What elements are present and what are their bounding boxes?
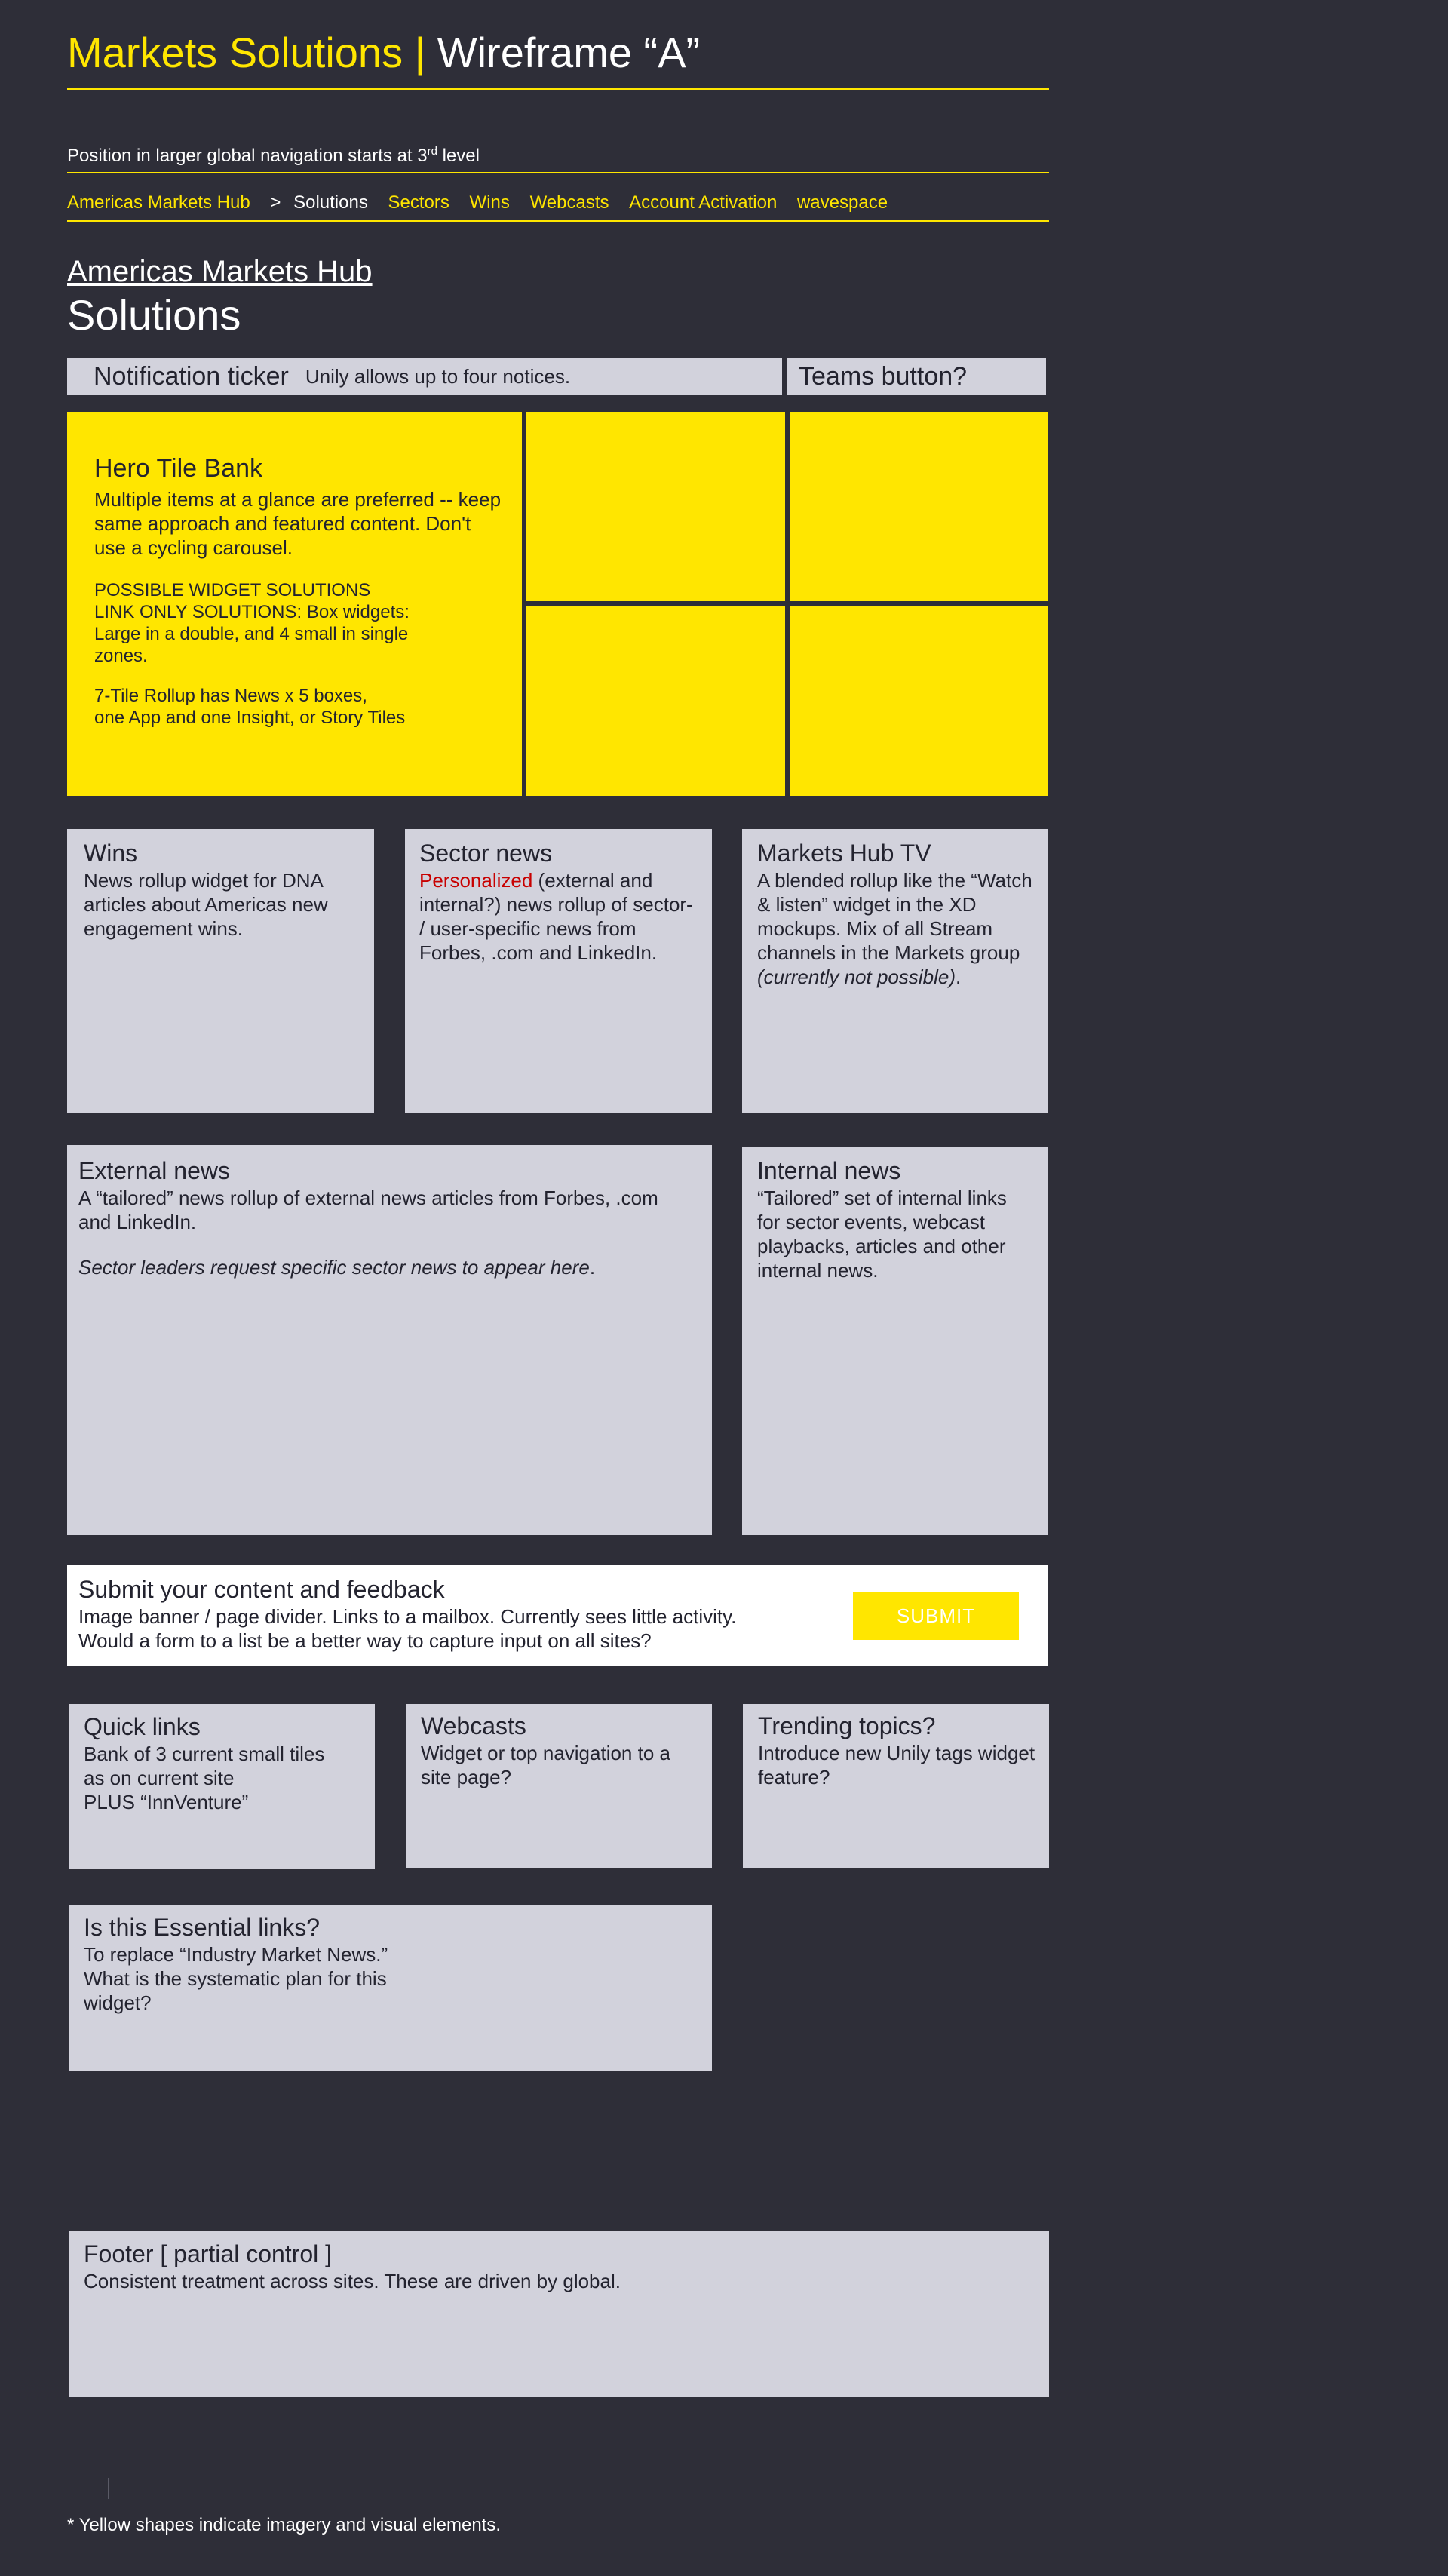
nav-note-text: Position in larger global navigation starts at 3	[67, 146, 428, 166]
hero-tile-large	[67, 412, 522, 796]
hero-tile-small-3	[526, 606, 785, 796]
submit-banner-line-2: Would a form to a list be a better way to capture input on all sites?	[78, 1629, 652, 1652]
footer-widget	[69, 2231, 1049, 2397]
hero-widget-line-1: POSSIBLE WIDGET SOLUTIONS	[94, 580, 371, 600]
hero-tile-small-2	[790, 412, 1048, 601]
hero-widget-line-3: Large in a double, and 4 small in single zones.	[94, 624, 409, 666]
hero-tile-small-4	[790, 606, 1048, 796]
submit-banner-title: Submit your content and feedback	[78, 1576, 445, 1603]
header-divider	[67, 88, 1049, 90]
submit-button[interactable]: SUBMIT	[853, 1592, 1019, 1640]
footnote: * Yellow shapes indicate imagery and visual elements.	[67, 2515, 502, 2535]
divider-tick	[108, 2478, 109, 2499]
title-rest: Wireframe “A”	[437, 29, 701, 76]
markets-hub-tv-description	[757, 868, 1034, 989]
wins-description: News rollup widget for DNA articles about Americas new engagement wins.	[84, 869, 328, 940]
hero-description: Multiple items at a glance are preferred -- keep same approach and featured content. Don't use a cycling carousel.	[94, 488, 502, 559]
hero-widget-line-2: LINK ONLY SOLUTIONS: Box widgets:	[94, 602, 410, 622]
hero-title: Hero Tile Bank	[94, 454, 262, 483]
hub-tv-text-end: .	[956, 966, 962, 988]
webcasts-widget	[406, 1704, 712, 1868]
nav-link-account-activation[interactable]: Account Activation	[629, 192, 778, 213]
teams-button-label: Teams button?	[799, 361, 968, 391]
quick-links-line-1: Bank of 3 current small tiles	[84, 1742, 325, 1765]
sector-news-widget	[405, 829, 712, 1113]
page-parent-link[interactable]: Americas Markets Hub	[67, 255, 373, 288]
essential-links-widget	[69, 1905, 712, 2071]
footer-title: Footer [ partial control ]	[84, 2240, 333, 2267]
quick-links-title: Quick links	[84, 1713, 201, 1740]
hero-rollup-line-2: one App and one Insight, or Story Tiles	[94, 708, 406, 728]
webcasts-title: Webcasts	[421, 1712, 526, 1739]
sector-news-highlight: Personalized	[419, 869, 533, 892]
essential-links-line-3: widget?	[84, 1991, 152, 2014]
webcasts-description: Widget or top navigation to a site page?	[421, 1742, 670, 1788]
hero-tile-small-1	[526, 412, 785, 601]
teams-button[interactable]	[787, 358, 1046, 395]
trending-topics-description: Introduce new Unily tags widget feature?	[758, 1742, 1035, 1788]
nav-position-note	[67, 140, 480, 168]
trending-topics-widget	[743, 1704, 1049, 1868]
external-news-note-end: .	[589, 1256, 596, 1279]
notification-ticker	[67, 358, 782, 395]
essential-links-line-1: To replace “Industry Market News.”	[84, 1943, 388, 1966]
external-news-description: A “tailored” news rollup of external news articles from Forbes, .com and LinkedIn.	[78, 1187, 658, 1233]
notification-note: Unily allows up to four notices.	[305, 364, 571, 388]
wireframe-title	[67, 23, 700, 83]
breadcrumb-separator: >	[270, 192, 281, 213]
submit-banner-line-1: Image banner / page divider. Links to a mailbox. Currently sees little activity.	[78, 1605, 737, 1628]
nav-link-wins[interactable]: Wins	[469, 192, 510, 213]
internal-news-widget	[742, 1147, 1048, 1535]
hero-rollup-line-1: 7-Tile Rollup has News x 5 boxes,	[94, 686, 367, 706]
nav-link-webcasts[interactable]: Webcasts	[529, 192, 609, 213]
essential-links-line-2: What is the systematic plan for this	[84, 1967, 387, 1990]
hub-tv-text: A blended rollup like the “Watch & listen” widget in the XD mockups. Mix of all Stream channels in the Markets group	[757, 869, 1032, 964]
title-brand: Markets Solutions |	[67, 29, 426, 76]
sector-news-title: Sector news	[419, 840, 553, 867]
sector-news-text: (external and internal?) news rollup of sector- / user-specific news from Forbes, .com and LinkedIn.	[419, 869, 693, 964]
external-news-widget	[67, 1145, 712, 1535]
wins-widget	[67, 829, 374, 1113]
markets-hub-tv-title: Markets Hub TV	[757, 840, 931, 867]
nav-divider-top	[67, 172, 1049, 173]
nav-divider-bottom	[67, 220, 1049, 222]
internal-news-description: “Tailored” set of internal links for sector events, webcast playbacks, articles and other internal news.	[757, 1187, 1007, 1282]
trending-topics-title: Trending topics?	[758, 1712, 936, 1739]
markets-hub-tv-widget	[742, 829, 1048, 1113]
nav-note-sup: rd	[427, 145, 437, 158]
notification-title: Notification ticker	[94, 361, 289, 391]
external-news-note	[78, 1255, 682, 1279]
essential-links-title: Is this Essential links?	[84, 1914, 321, 1941]
breadcrumb-current: Solutions	[293, 192, 368, 213]
quick-links-line-3: PLUS “InnVenture”	[84, 1791, 249, 1813]
footer-description: Consistent treatment across sites. These are driven by global.	[84, 2270, 621, 2292]
quick-links-line-2: as on current site	[84, 1767, 235, 1789]
nav-link-wavespace[interactable]: wavespace	[796, 192, 888, 213]
quick-links-widget	[69, 1704, 375, 1869]
external-news-title: External news	[78, 1157, 230, 1184]
internal-news-title: Internal news	[757, 1157, 901, 1184]
sector-news-description	[419, 868, 695, 965]
page-title: Solutions	[67, 291, 241, 339]
breadcrumb	[67, 191, 903, 215]
external-news-note-italic: Sector leaders request specific sector news to appear here	[78, 1256, 590, 1279]
hub-tv-italic-note: (currently not possible)	[757, 966, 956, 988]
wins-title: Wins	[84, 840, 138, 867]
nav-note-suffix: level	[437, 146, 480, 166]
breadcrumb-hub-link[interactable]: Americas Markets Hub	[67, 192, 250, 213]
nav-link-sectors[interactable]: Sectors	[388, 192, 449, 213]
